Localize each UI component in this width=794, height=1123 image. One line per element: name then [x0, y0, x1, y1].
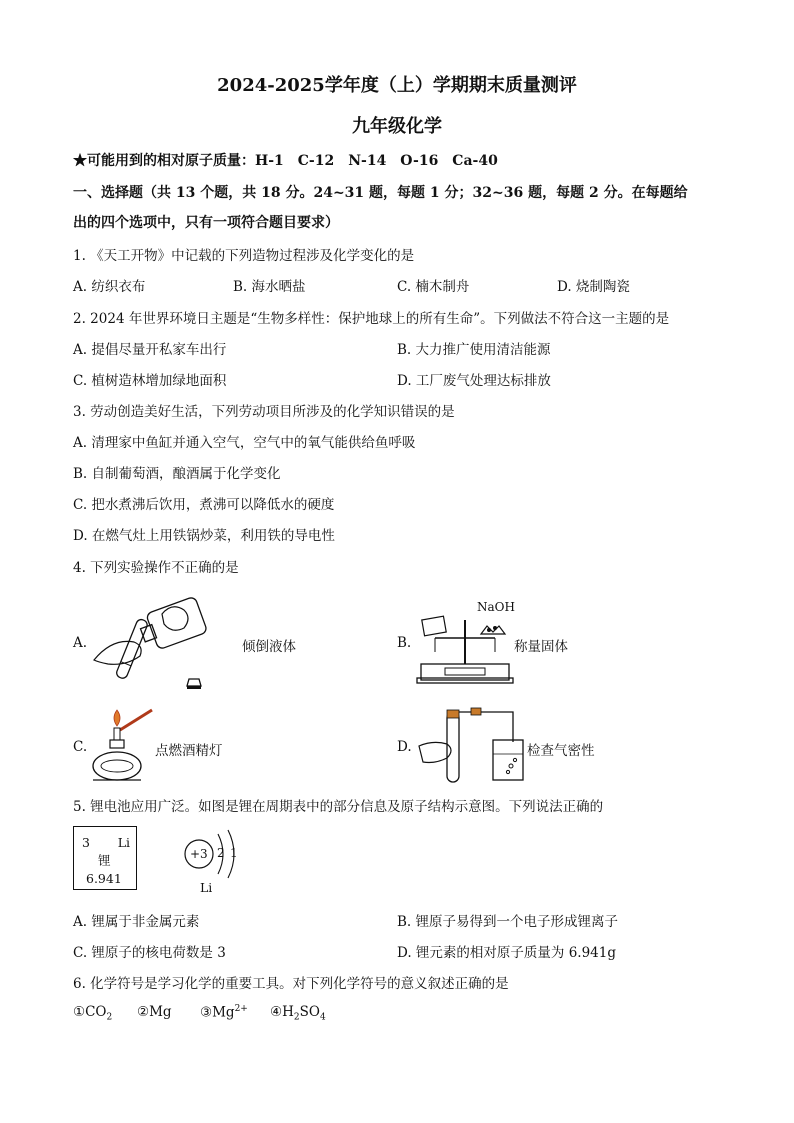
pouring-liquid-figure: [92, 590, 217, 700]
atomic-mass: 6.941: [86, 871, 122, 886]
q1-option-c: C. 楠木制舟: [397, 279, 470, 295]
q3-option-c: C. 把水煮沸后饮用，煮沸可以降低水的硬度: [73, 497, 335, 513]
h2so4-text-b: SO: [299, 1004, 320, 1020]
q5-option-a: A. 锂属于非金属元素: [73, 914, 200, 930]
q4-option-c-letter: C.: [73, 739, 88, 755]
q4-option-a-label: 倾倒液体: [242, 639, 296, 655]
alcohol-lamp-figure: [90, 708, 155, 786]
co2-subscript: 2: [106, 1012, 113, 1023]
q4-option-d-letter: D.: [397, 739, 412, 755]
q2-option-c: C. 植树造林增加绿地面积: [73, 373, 227, 389]
q1-option-d: D. 烧制陶瓷: [557, 279, 630, 295]
q2-stem: 2. 2024 年世界环境日主题是“生物多样性：保护地球上的所有生命”。下列做法不符合这一主题的是: [73, 311, 670, 327]
element-name: 锂: [98, 853, 111, 868]
atomic-number: 3: [82, 835, 90, 850]
mg-ion-charge: 2+: [234, 1004, 248, 1014]
q5-stem: 5. 锂电池应用广泛。如图是锂在周期表中的部分信息及原子结构示意图。下列说法正确的: [73, 799, 604, 815]
q5-option-c: C. 锂原子的核电荷数是 3: [73, 945, 226, 961]
exam-subtitle: 九年级化学: [352, 116, 442, 137]
q6-stem: 6. 化学符号是学习化学的重要工具。对下列化学符号的意义叙述正确的是: [73, 976, 509, 992]
element-symbol: Li: [117, 835, 130, 850]
q2-option-d: D. 工厂废气处理达标排放: [397, 373, 551, 389]
second-shell-electrons: 1: [230, 846, 238, 860]
q4-option-b-label: 称量固体: [514, 639, 568, 655]
q3-option-b: B. 自制葡萄酒，酿酒属于化学变化: [73, 466, 281, 482]
q1-option-b: B. 海水晒盐: [233, 279, 306, 295]
q1-option-a: A. 纺织衣布: [73, 279, 146, 295]
naoh-label: NaOH: [477, 600, 515, 614]
q6-symbol-4: [270, 1004, 326, 1023]
q2-option-b: B. 大力推广使用清洁能源: [397, 342, 551, 358]
h2so4-text-a: ④H: [270, 1004, 294, 1020]
q4-option-d-label: 检查气密性: [527, 743, 595, 759]
nucleus-charge: +3: [190, 847, 208, 861]
q6-symbol-1: [73, 1004, 112, 1023]
exam-title: 2024-2025学年度（上）学期期末质量测评: [217, 75, 577, 96]
q5-option-d: D. 锂元素的相对原子质量为 6.941g: [397, 945, 617, 961]
mg-ion-text: ③Mg: [200, 1004, 235, 1021]
balance-figure: [415, 612, 515, 687]
q3-option-d: D. 在燃气灶上用铁锅炒菜，利用铁的导电性: [73, 528, 335, 544]
section-heading-line1: 一、选择题（共 13 个题，共 18 分。24~31 题，每题 1 分；32~36 题，每题 2 分。在每题给: [73, 185, 688, 201]
q4-option-b-letter: B.: [397, 635, 412, 651]
h2so4-subscript-1: 2: [293, 1012, 300, 1023]
atom-diagram-label: Li: [200, 880, 213, 895]
q3-option-a: A. 清理家中鱼缸并通入空气，空气中的氧气能供给鱼呼吸: [73, 435, 416, 451]
q2-option-a: A. 提倡尽量开私家车出行: [73, 342, 227, 358]
q3-stem: 3. 劳动创造美好生活，下列劳动项目所涉及的化学知识错误的是: [73, 404, 455, 420]
periodic-table-cell-lithium: [73, 826, 137, 890]
airtightness-figure: [413, 702, 525, 784]
q4-option-a-letter: A.: [73, 635, 88, 651]
h2so4-subscript-2: 4: [319, 1012, 326, 1023]
co2-text: ①CO: [73, 1004, 107, 1020]
q4-stem: 4. 下列实验操作不正确的是: [73, 560, 239, 576]
atomic-masses-note: ★可能用到的相对原子质量：H-1 C-12 N-14 O-16 Ca-40: [73, 153, 498, 169]
section-heading-line2: 出的四个选项中，只有一项符合题目要求）: [73, 215, 339, 231]
q1-stem: 1. 《天工开物》中记载的下列造物过程涉及化学变化的是: [73, 248, 415, 264]
q6-symbol-2: ②Mg: [137, 1004, 172, 1020]
q5-option-b: B. 锂原子易得到一个电子形成锂离子: [397, 914, 619, 930]
q4-option-c-label: 点燃酒精灯: [155, 743, 223, 759]
first-shell-electrons: 2: [217, 846, 225, 860]
q6-symbol-3: [200, 1004, 248, 1021]
